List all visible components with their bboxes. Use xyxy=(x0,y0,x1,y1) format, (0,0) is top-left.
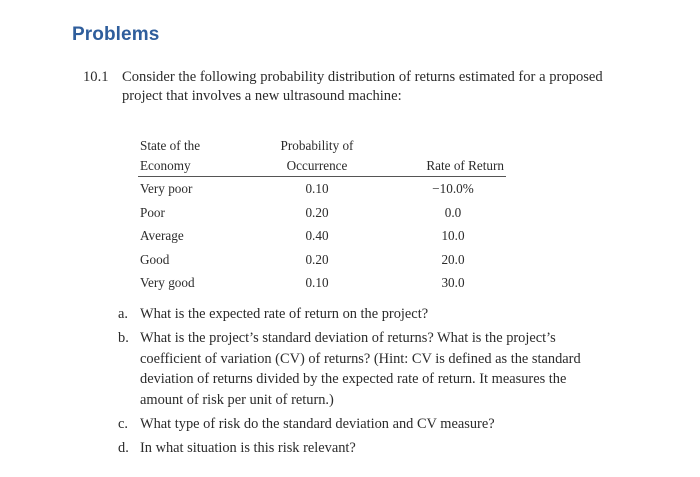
cell-state: Average xyxy=(140,228,184,244)
question-a xyxy=(118,304,588,325)
table-row xyxy=(138,203,506,227)
problem-statement xyxy=(83,68,603,106)
question-label: a. xyxy=(118,306,128,322)
question-d xyxy=(118,438,588,459)
cell-state: Poor xyxy=(140,204,165,220)
header-probability-line1: Probability of xyxy=(280,138,354,153)
table-header xyxy=(138,136,506,176)
section-heading: Problems xyxy=(72,24,160,45)
header-rate: Rate of Return xyxy=(426,158,504,173)
cell-state: Very good xyxy=(140,275,195,291)
question-list xyxy=(118,304,588,462)
cell-probability: 0.20 xyxy=(305,251,329,267)
cell-rate: 10.0 xyxy=(441,228,465,244)
question-text: What is the expected rate of return on the project? xyxy=(140,306,429,322)
cell-probability: 0.40 xyxy=(305,228,329,244)
cell-rate: −10.0% xyxy=(432,181,474,196)
table-row xyxy=(138,273,506,297)
question-label: d. xyxy=(118,439,129,456)
header-probability xyxy=(270,136,364,176)
cell-rate: 0.0 xyxy=(444,204,462,220)
table-body xyxy=(138,179,506,297)
question-label: b. xyxy=(118,329,129,346)
cell-rate: 20.0 xyxy=(441,251,465,267)
cell-probability: 0.10 xyxy=(305,275,329,291)
question-text: What is the project’s standard deviation of returns? What is the project’s coefficient of variation (CV) of returns? (Hint: CV is defined as the standard deviation of returns divided by the expected rate of return. It measures the amount of risk per unit of return.) xyxy=(140,329,581,408)
cell-state: Good xyxy=(140,251,170,267)
cell-probability: 0.10 xyxy=(305,181,329,196)
table-row xyxy=(138,179,506,203)
header-probability-line2: Occurrence xyxy=(286,158,348,173)
table-row xyxy=(138,250,506,274)
probability-table xyxy=(138,136,506,291)
question-label: c. xyxy=(118,415,128,432)
cell-state: Very poor xyxy=(140,181,193,196)
question-b xyxy=(118,328,588,411)
header-state-line1: State of the xyxy=(140,138,201,153)
problem-number: 10.1 xyxy=(83,69,109,85)
problem-text: Consider the following probability distribution of returns estimated for a proposed project that involves a new ultrasound machine: xyxy=(122,69,603,104)
cell-probability: 0.20 xyxy=(305,204,329,220)
question-text: In what situation is this risk relevant? xyxy=(140,439,356,456)
header-state xyxy=(140,136,200,176)
question-text: What type of risk do the standard deviation and CV measure? xyxy=(140,415,495,432)
cell-rate: 30.0 xyxy=(441,275,465,291)
table-row xyxy=(138,226,506,250)
header-state-line2: Economy xyxy=(140,158,191,173)
question-c xyxy=(118,414,588,435)
header-divider xyxy=(138,176,506,177)
